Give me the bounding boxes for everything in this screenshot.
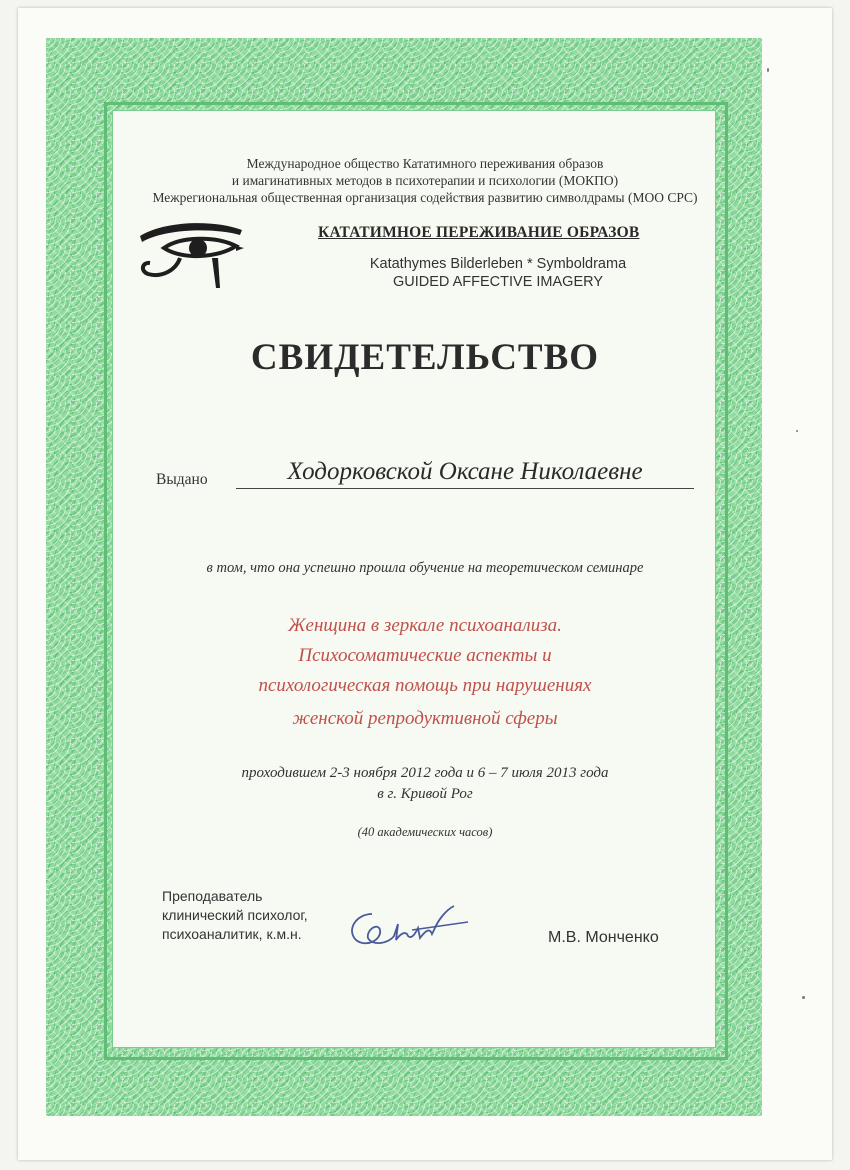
method-subtitle: Katathymes Bilderleben * Symboldrama — [369, 256, 627, 272]
scan-speck — [767, 68, 769, 72]
completion-statement: в том, что она успешно прошла обучение на теоретическом семинаре — [206, 560, 644, 576]
certificate-title: СВИДЕТЕЛЬСТВО — [250, 337, 600, 378]
eye-of-horus-icon — [136, 218, 246, 290]
signatory-role — [162, 887, 308, 944]
seminar-dates: проходившем 2-3 ноября 2012 года и 6 – 7 июля 2013 года — [241, 765, 609, 781]
organization-line-1: Международное общество Кататимного переживания образов — [246, 156, 604, 171]
scan-speck — [802, 996, 805, 999]
signatory-role-line: клинический психолог, — [162, 907, 308, 923]
seminar-title-line: Психосоматические аспекты и — [298, 645, 552, 666]
handwritten-signature — [342, 900, 472, 952]
seminar-title-line: психологическая помощь при нарушениях — [258, 675, 592, 696]
recipient-name: Ходорковской Оксане Николаевне — [236, 458, 694, 489]
signatory-role-line: Преподаватель — [162, 888, 263, 904]
seminar-title-line: Женщина в зеркале психоанализа. — [288, 615, 562, 636]
issued-label: Выдано — [156, 471, 208, 488]
academic-hours: (40 академических часов) — [357, 825, 493, 839]
method-title: КАТАТИМНОЕ ПЕРЕЖИВАНИЕ ОБРАЗОВ — [318, 224, 640, 241]
seminar-city: в г. Кривой Рог — [377, 786, 473, 802]
signatory-name: М.В. Монченко — [548, 929, 659, 946]
scan-speck — [796, 430, 798, 432]
seminar-title-line: женской репродуктивной сферы — [292, 708, 558, 729]
method-english-title: GUIDED AFFECTIVE IMAGERY — [392, 274, 604, 290]
organization-line-2: и имагинативных методов в психотерапии и психологии (МОКПО) — [231, 173, 619, 188]
signatory-role-line: психоаналитик, к.м.н. — [162, 926, 302, 942]
organization-line-3: Межрегиональная общественная организация содействия развитию символдрамы (МОО СРС) — [152, 190, 698, 205]
